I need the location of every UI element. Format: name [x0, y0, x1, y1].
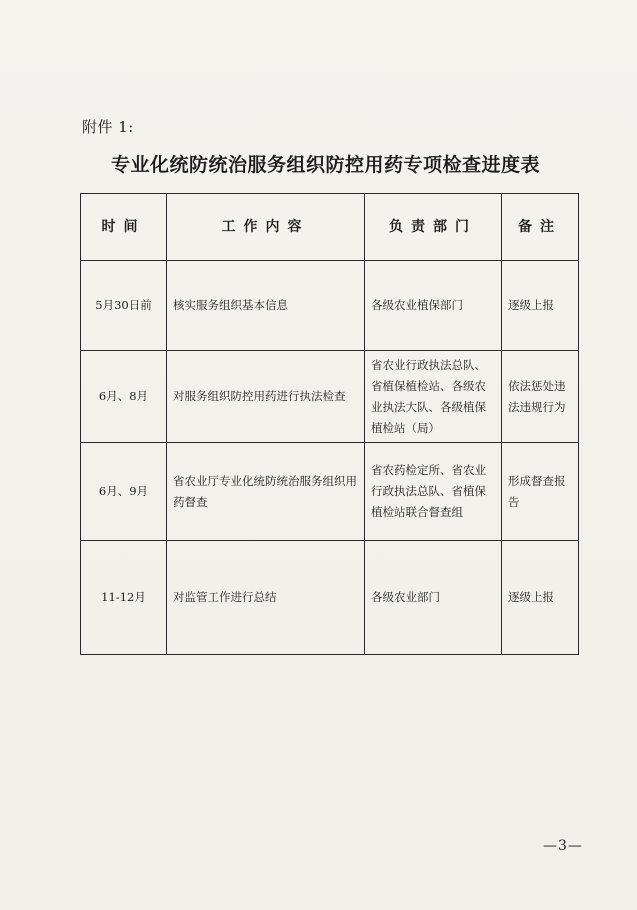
cell-dept: 省农药检定所、省农业行政执法总队、省植保植检站联合督查组 [365, 443, 502, 541]
document-title: 专业化统防统治服务组织防控用药专项检查进度表 [110, 154, 540, 176]
cell-content: 对监管工作进行总结 [167, 541, 365, 655]
attachment-label: 附件 1: [82, 118, 134, 136]
table-row [81, 351, 579, 443]
header-note: 备注 [502, 194, 579, 261]
cell-note: 依法惩处违法违规行为 [502, 351, 579, 443]
cell-dept: 省农业行政执法总队、省植保植检站、各级农业执法大队、各级植保植检站（局） [365, 351, 502, 443]
table-header-row [81, 194, 579, 261]
cell-note: 形成督查报告 [502, 443, 579, 541]
cell-content: 核实服务组织基本信息 [167, 261, 365, 351]
cell-dept: 各级农业植保部门 [365, 261, 502, 351]
cell-content: 对服务组织防控用药进行执法检查 [167, 351, 365, 443]
cell-content: 省农业厅专业化统防统治服务组织用药督查 [167, 443, 365, 541]
page-number: —3— [543, 838, 583, 854]
header-time: 时间 [81, 194, 167, 261]
table-row [81, 443, 579, 541]
table-row [81, 541, 579, 655]
cell-note: 逐级上报 [502, 541, 579, 655]
table-row [81, 261, 579, 351]
header-dept: 负责部门 [365, 194, 502, 261]
cell-dept: 各级农业部门 [365, 541, 502, 655]
cell-time: 11-12月 [81, 541, 167, 655]
cell-time: 6月、8月 [81, 351, 167, 443]
schedule-table [80, 193, 579, 655]
header-content: 工作内容 [167, 194, 365, 261]
cell-note: 逐级上报 [502, 261, 579, 351]
cell-time: 6月、9月 [81, 443, 167, 541]
cell-time: 5月30日前 [81, 261, 167, 351]
